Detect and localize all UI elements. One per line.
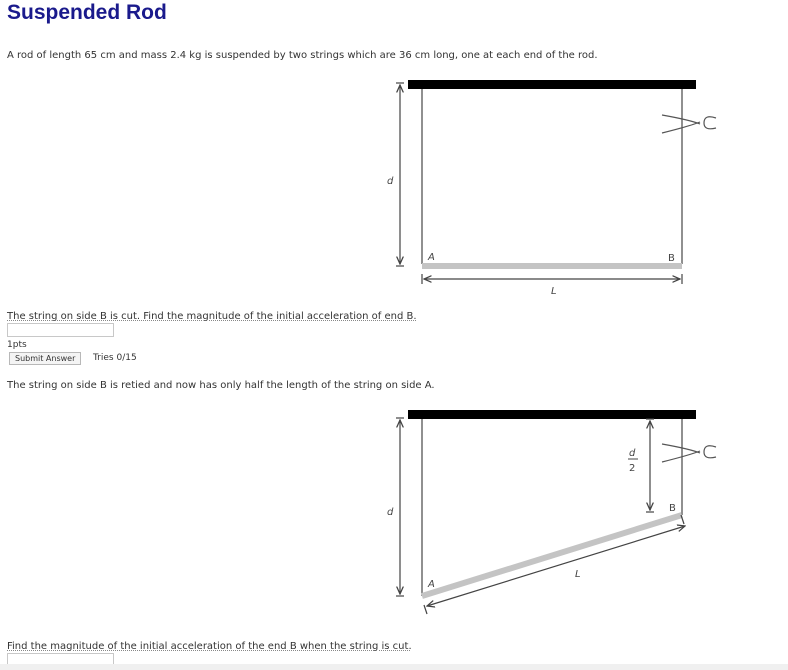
label-half-d-denominator: 2	[629, 463, 636, 474]
bottom-scroll-area	[0, 664, 788, 670]
label-l: L	[551, 286, 557, 297]
dimension-l-arrow-2	[427, 526, 685, 606]
rod-2	[422, 515, 682, 596]
tries-counter: Tries 0/15	[93, 353, 137, 363]
label-b: B	[668, 253, 675, 264]
label-a: A	[428, 252, 435, 263]
scissors-icon-2	[662, 444, 716, 462]
problem-intro: A rod of length 65 cm and mass 2.4 kg is suspended by two strings which are 36 cm long, one at each end of the rod.	[7, 50, 598, 61]
label-d: d	[387, 176, 394, 187]
label-b-2: B	[669, 503, 676, 514]
label-a-2: A	[428, 579, 435, 590]
part1-question: The string on side B is cut. Find the magnitude of the initial acceleration of end B.	[7, 311, 417, 322]
label-d-2: d	[387, 507, 394, 518]
page-title: Suspended Rod	[7, 1, 167, 24]
label-half-d-numerator: d	[629, 448, 636, 459]
part2-question: Find the magnitude of the initial acceleration of the end B when the string is cut.	[7, 641, 412, 652]
submit-answer-button[interactable]: Submit Answer	[9, 352, 81, 365]
ceiling-bar-2	[408, 410, 696, 419]
points-label: 1pts	[7, 340, 27, 350]
label-l-2: L	[575, 569, 581, 580]
part2-intro: The string on side B is retied and now has only half the length of the string on side A.	[7, 380, 435, 391]
